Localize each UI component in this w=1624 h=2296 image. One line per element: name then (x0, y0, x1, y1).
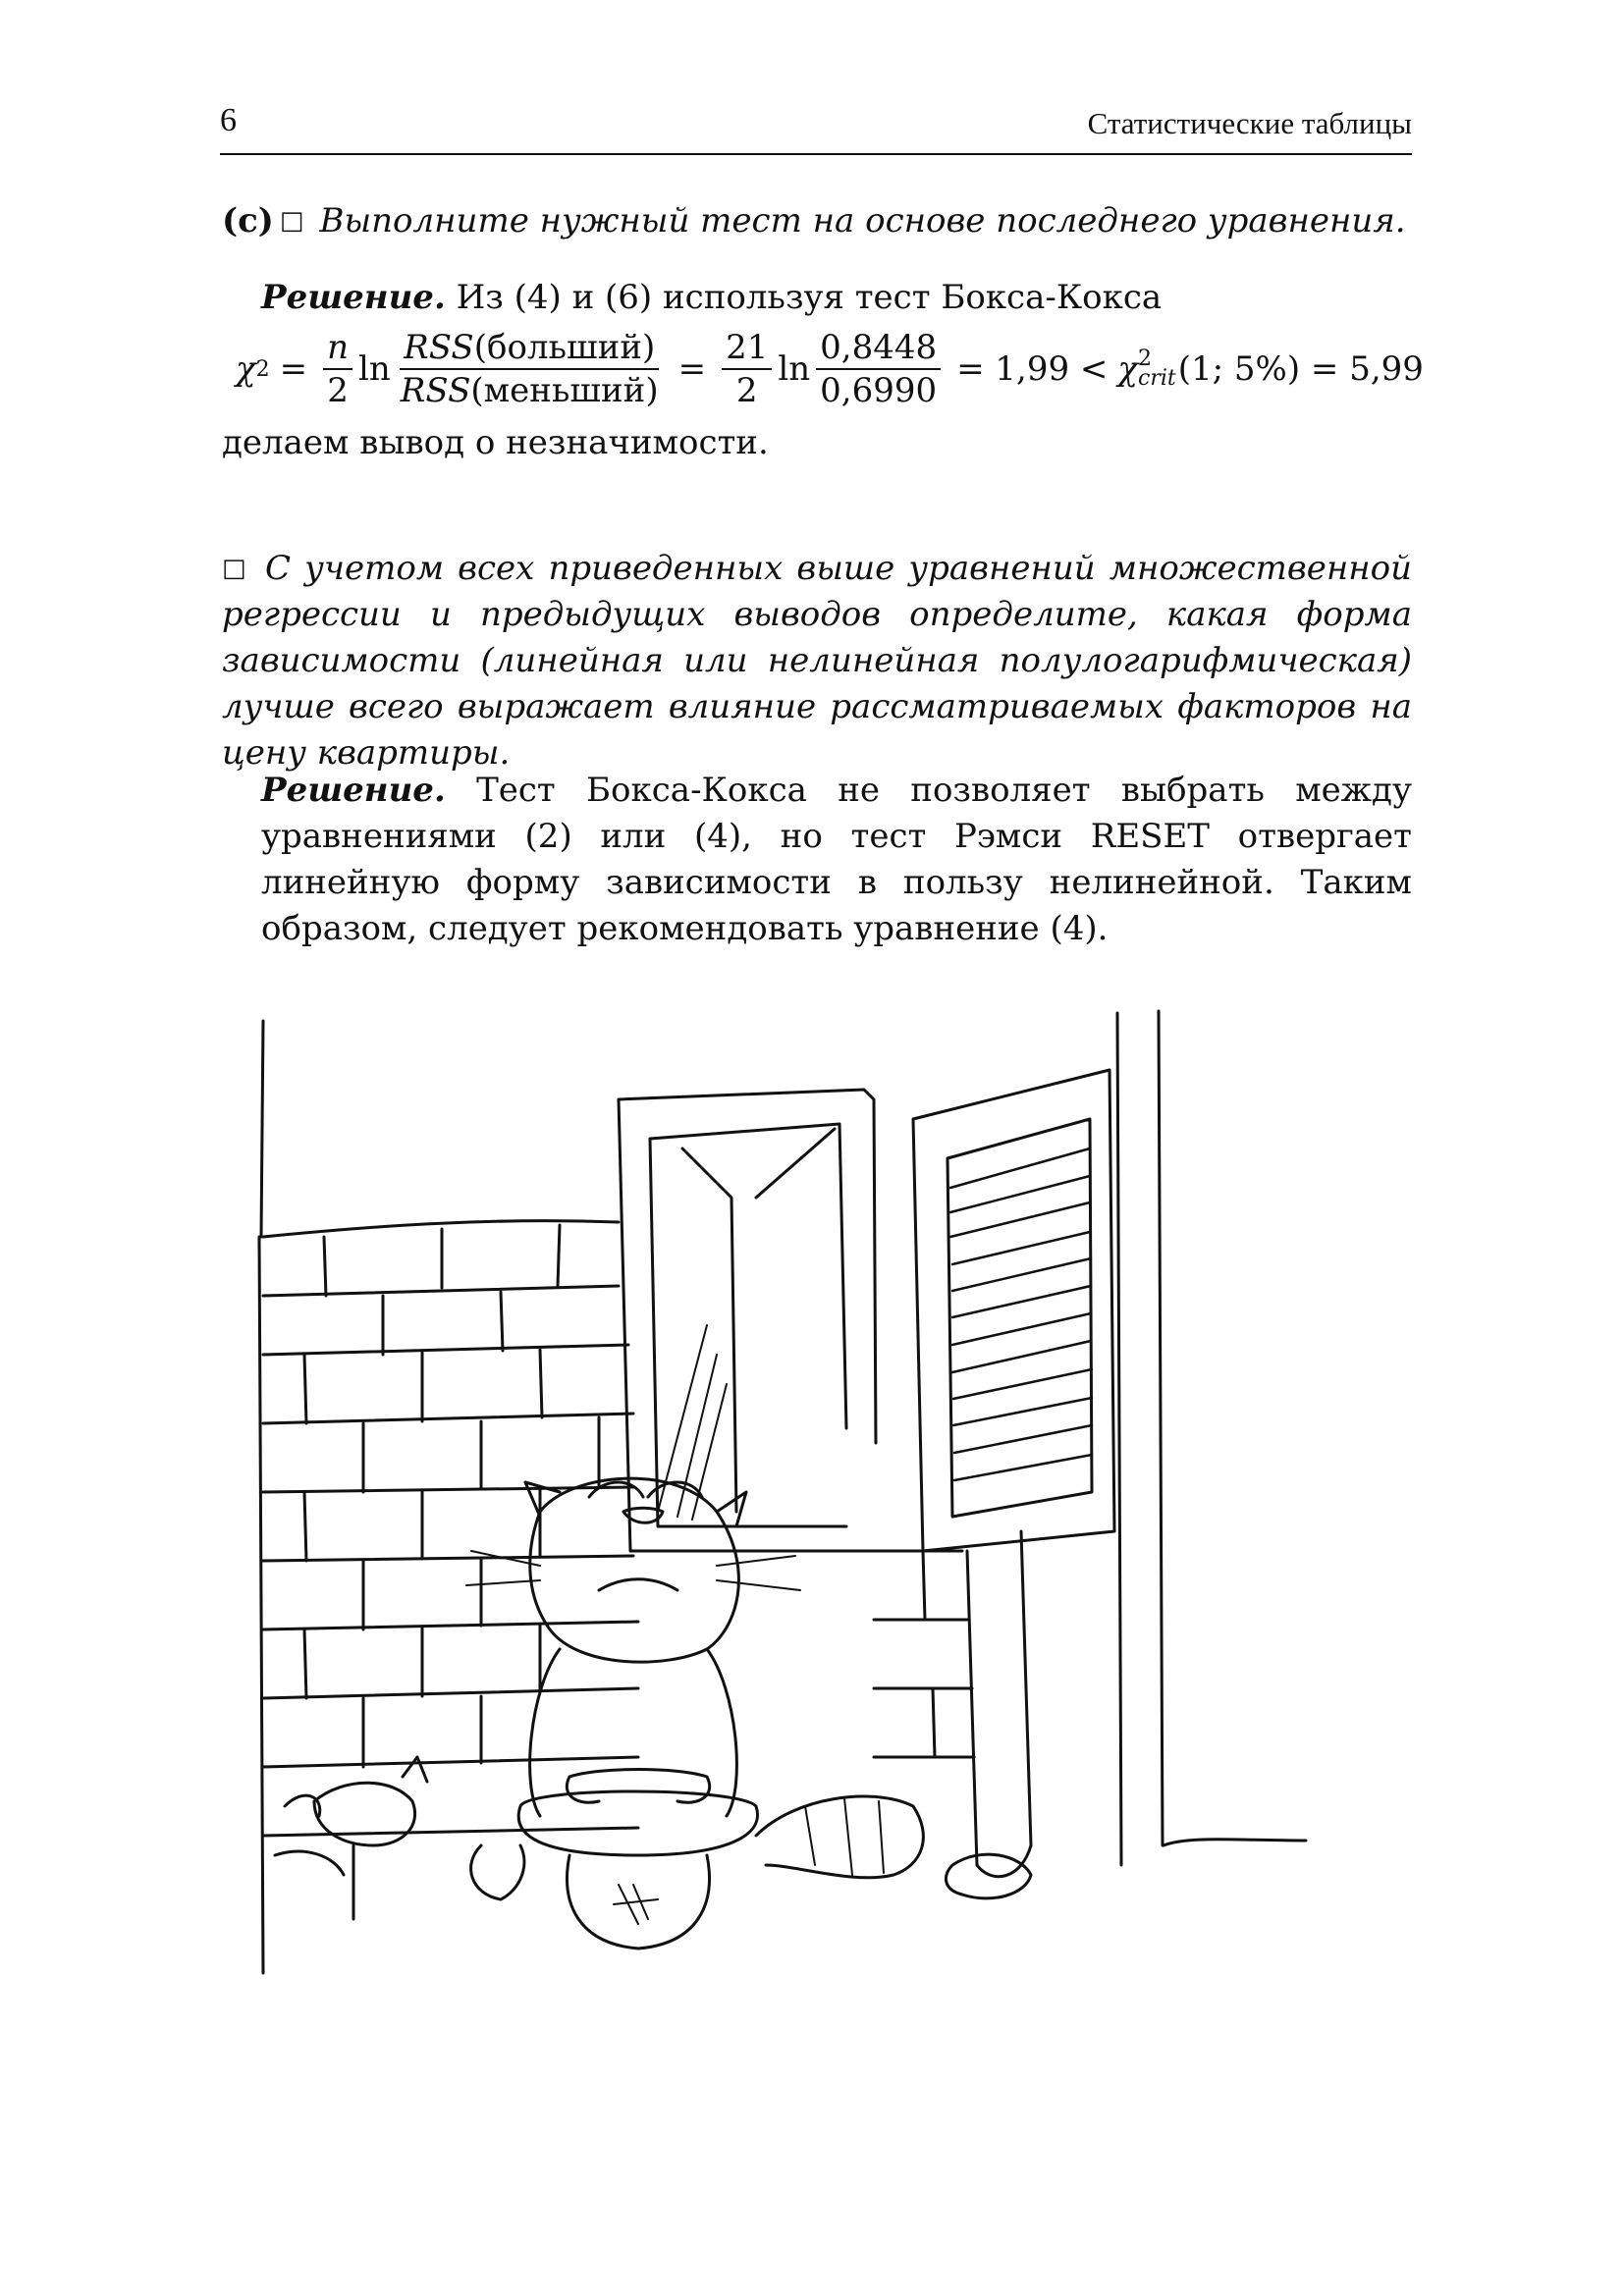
solution-c-conclusion: делаем вывод о незначимости. (222, 423, 769, 462)
chi-crit-power: 2 (1138, 347, 1153, 371)
fraction-num: n (323, 327, 352, 370)
rss-symbol: RSS (404, 328, 474, 367)
fraction-rss (397, 327, 663, 411)
fraction-21-over-2 (722, 327, 772, 411)
equals-sign: = (279, 349, 308, 389)
cartoon-illustration (245, 1001, 1355, 1983)
checkbox-icon: □ (222, 554, 249, 583)
page-number: 6 (220, 102, 237, 138)
solution-label: Решение. (261, 278, 446, 317)
chi-power: 2 (255, 356, 270, 382)
ln-symbol: ln (358, 349, 391, 389)
fraction-num (400, 327, 659, 370)
box-cox-formula (236, 320, 1424, 418)
rss-larger-label: (больший) (473, 328, 656, 367)
fraction-den: 0,6990 (820, 371, 938, 410)
solution-c-intro (222, 275, 1451, 321)
chi-symbol: χ (236, 349, 256, 389)
fraction-num: 21 (722, 327, 772, 370)
chi-crit-symbol: χ (1117, 349, 1139, 389)
solution-label: Решение. (261, 771, 446, 810)
fraction-den (397, 370, 663, 411)
fraction-num: 0,8448 (816, 327, 941, 370)
solution-d (222, 768, 1412, 952)
solution-c-text: Из (4) и (6) используя тест Бокса-Кокса (456, 278, 1163, 317)
rss-smaller-label: (меньший) (470, 371, 659, 410)
ln-symbol: ln (778, 349, 811, 389)
equals-sign: = (677, 349, 707, 389)
solution-d-text: Тест Бокса-Кокса не позволяет выбрать между уравнениями (2) или (4), но тест Рэмси RESET отвергает линейную форму зависимости в пользу нелинейной. Таким образом, следует рекомендовать уравнение (4). (261, 771, 1412, 948)
question-d (222, 546, 1412, 776)
rss-symbol: RSS (400, 371, 471, 410)
fraction-values (816, 327, 941, 411)
question-d-text: С учетом всех приведенных выше уравнений множественной регрессии и предыдущих выводов определите, какая форма зависимости (линейная или нелинейная полулогарифмическая) лучше всего выражает влияние рассматриваемых факторов на цену квартиры. (222, 549, 1412, 773)
fraction-n-over-2 (323, 327, 352, 411)
fraction-den: 2 (327, 371, 349, 410)
question-c (222, 198, 1412, 244)
running-title: Статистические таблицы (1087, 106, 1412, 140)
header-rule (220, 153, 1412, 155)
question-c-text: Выполните нужный тест на основе последнего уравнения. (319, 201, 1406, 240)
question-c-label: (c) (222, 201, 274, 240)
fraction-den: 2 (735, 371, 758, 410)
checkbox-icon: □ (279, 206, 304, 236)
formula-result: = 1,99 < (956, 349, 1109, 389)
chi-crit-args: (1; 5%) = 5,99 (1177, 349, 1424, 389)
chi-crit-subscript: crit (1138, 366, 1176, 391)
